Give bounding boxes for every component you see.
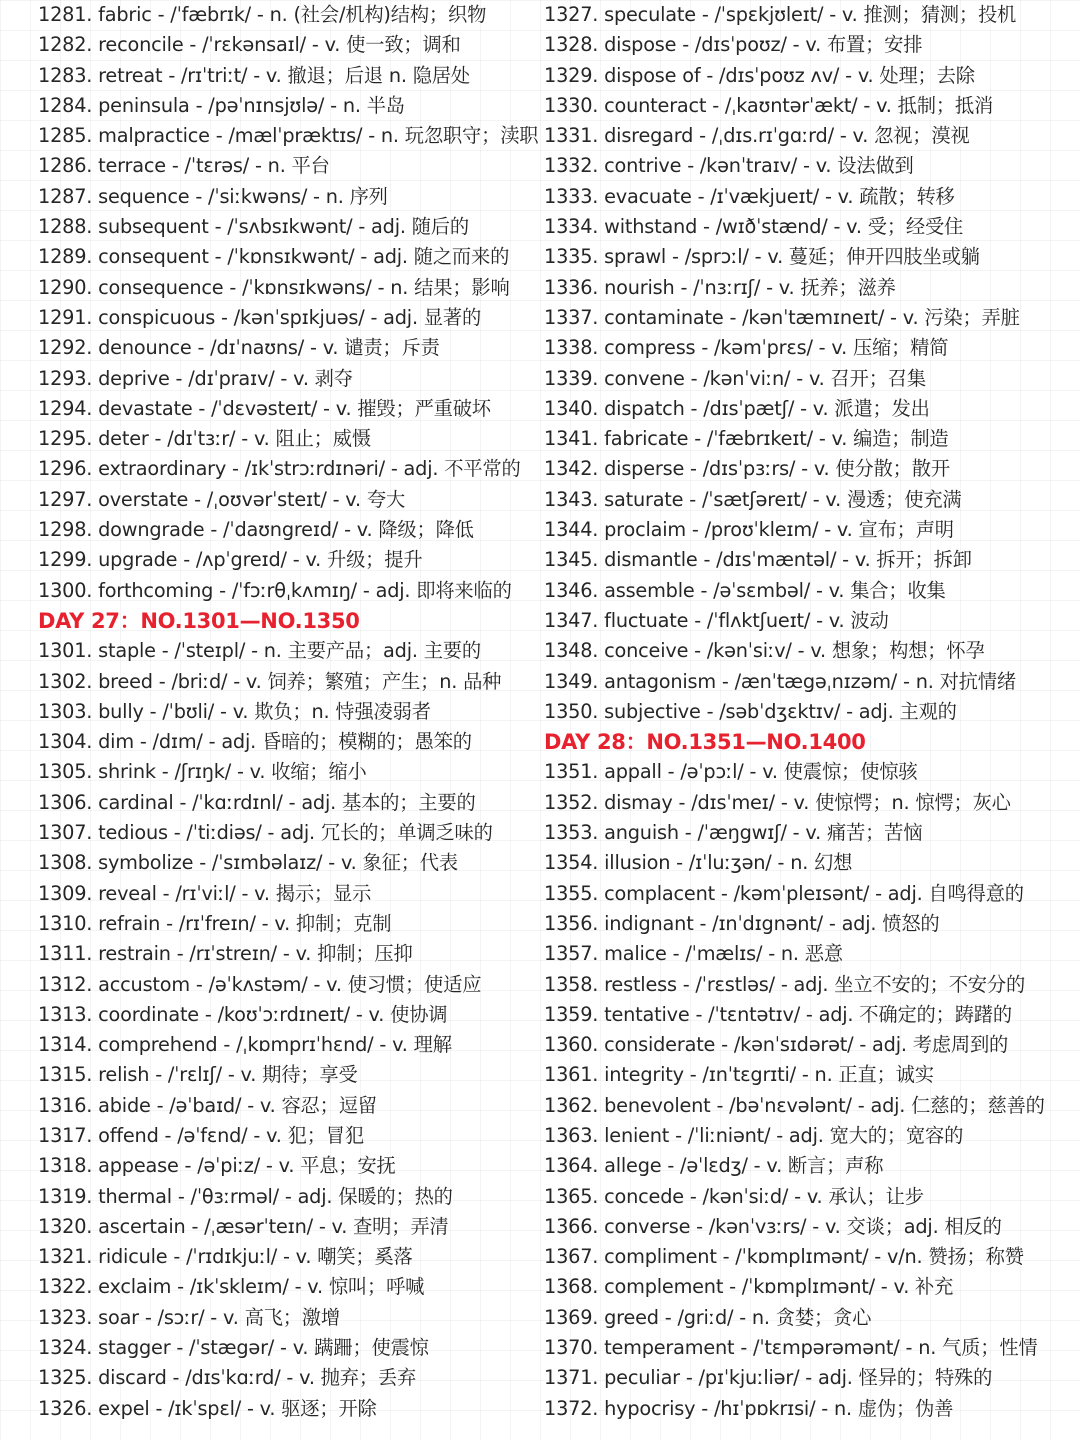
left-column bbox=[38, 0, 538, 1424]
vocab-entry: 1350. subjective - /səbˈdʒɛktɪv/ - adj. 主观的 bbox=[544, 699, 957, 723]
vocab-entry: 1345. dismantle - /dɪsˈmæntəl/ - v. 拆开；拆卸 bbox=[544, 548, 972, 572]
vocab-entry: 1352. dismay - /dɪsˈmeɪ/ - v. 使惊愕；n. 惊愕；灰心 bbox=[544, 790, 1011, 814]
vocab-entry: 1337. contaminate - /kənˈtæmɪneɪt/ - v. 污染；弄脏 bbox=[544, 305, 1020, 329]
vocab-entry: 1328. dispose - /dɪsˈpoʊz/ - v. 布置；安排 bbox=[544, 33, 923, 57]
vocab-entry: 1304. dim - /dɪm/ - adj. 昏暗的；模糊的；愚笨的 bbox=[38, 730, 472, 754]
vocab-entry: 1292. denounce - /dɪˈnaʊns/ - v. 谴责；斥责 bbox=[38, 336, 440, 360]
vocab-entry: 1347. fluctuate - /ˈflʌktʃueɪt/ - v. 波动 bbox=[544, 608, 889, 632]
vocab-entry: 1325. discard - /dɪsˈkɑːrd/ - v. 抛弃；丢弃 bbox=[38, 1366, 417, 1390]
vocab-entry: 1293. deprive - /dɪˈpraɪv/ - v. 剥夺 bbox=[38, 366, 353, 390]
vocab-entry: 1343. saturate - /ˈsætʃəreɪt/ - v. 漫透；使充满 bbox=[544, 487, 962, 511]
vocab-entry: 1315. relish - /ˈrɛlɪʃ/ - v. 期待；享受 bbox=[38, 1063, 358, 1087]
vocab-entry: 1313. coordinate - /koʊˈɔːrdɪneɪt/ - v. 使协调 bbox=[38, 1002, 448, 1026]
vocab-entry: 1303. bully - /ˈbʊli/ - v. 欺负；n. 恃强凌弱者 bbox=[38, 699, 431, 723]
vocab-entry: 1360. considerate - /kənˈsɪdərət/ - adj. 考虑周到的 bbox=[544, 1033, 1009, 1057]
vocab-entry: 1288. subsequent - /ˈsʌbsɪkwənt/ - adj. 随后的 bbox=[38, 215, 469, 239]
vocab-entry: 1314. comprehend - /ˌkɒmprɪˈhɛnd/ - v. 理解 bbox=[38, 1033, 452, 1057]
vocab-entry: 1286. terrace - /ˈtɛrəs/ - n. 平台 bbox=[38, 154, 330, 178]
vocab-entry: 1327. speculate - /ˈspɛkjʊleɪt/ - v. 推测；猜测；投机 bbox=[544, 3, 1017, 26]
vocab-entry: 1324. stagger - /ˈstægər/ - v. 蹒跚；使震惊 bbox=[38, 1336, 429, 1360]
vocab-entry: 1333. evacuate - /ɪˈvækjueɪt/ - v. 疏散；转移 bbox=[544, 184, 955, 208]
vocab-entry: 1355. complacent - /kəmˈpleɪsənt/ - adj. 自鸣得意的 bbox=[544, 881, 1024, 905]
vocab-entry: 1359. tentative - /ˈtɛntətɪv/ - adj. 不确定的；踌躇的 bbox=[544, 1002, 1012, 1026]
vocab-entry: 1353. anguish - /ˈæŋgwɪʃ/ - v. 痛苦；苦恼 bbox=[544, 821, 923, 845]
vocab-entry: 1351. appall - /əˈpɔːl/ - v. 使震惊；使惊骇 bbox=[544, 760, 918, 784]
vocab-entry: 1357. malice - /ˈmælɪs/ - n. 恶意 bbox=[544, 942, 843, 966]
vocab-entry: 1291. conspicuous - /kənˈspɪkjuəs/ - adj. 显著的 bbox=[38, 305, 482, 329]
vocab-entry: 1326. expel - /ɪkˈspɛl/ - v. 驱逐；开除 bbox=[38, 1396, 377, 1420]
vocab-entry: 1349. antagonism - /ænˈtægəˌnɪzəm/ - n. 对抗情绪 bbox=[544, 669, 1016, 693]
vocab-entry: 1318. appease - /əˈpiːz/ - v. 平息；安抚 bbox=[38, 1154, 396, 1178]
vocab-entry: 1329. dispose of - /dɪsˈpoʊz ʌv/ - v. 处理；去除 bbox=[544, 63, 975, 87]
vocab-entry: 1281. fabric - /ˈfæbrɪk/ - n. (社会/机构)结构；织物 bbox=[38, 3, 487, 26]
vocab-entry: 1319. thermal - /ˈθɜːrməl/ - adj. 保暖的；热的 bbox=[38, 1184, 453, 1208]
vocab-entry: 1372. hypocrisy - /hɪˈpɒkrɪsi/ - n. 虚伪；伪善 bbox=[544, 1396, 954, 1420]
vocab-entry: 1297. overstate - /ˌoʊvərˈsteɪt/ - v. 夸大 bbox=[38, 487, 406, 511]
vocab-entry: 1301. staple - /ˈsteɪpl/ - n. 主要产品；adj. 主要的 bbox=[38, 639, 481, 663]
vocab-entry: 1317. offend - /əˈfɛnd/ - v. 犯；冒犯 bbox=[38, 1123, 364, 1147]
vocab-entry: 1338. compress - /kəmˈprɛs/ - v. 压缩；精简 bbox=[544, 336, 949, 360]
vocab-entry: 1363. lenient - /ˈliːniənt/ - adj. 宽大的；宽容的 bbox=[544, 1123, 964, 1147]
vocab-entry: 1348. conceive - /kənˈsiːv/ - v. 想象；构想；怀孕 bbox=[544, 639, 985, 663]
vocab-entry: 1305. shrink - /ʃrɪŋk/ - v. 收缩；缩小 bbox=[38, 760, 367, 784]
vocab-entry: 1284. peninsula - /pəˈnɪnsjʊlə/ - n. 半岛 bbox=[38, 93, 405, 117]
vocab-entry: 1331. disregard - /ˌdɪs.rɪˈgɑːrd/ - v. 忽视；漠视 bbox=[544, 124, 970, 148]
vocab-entry: 1312. accustom - /əˈkʌstəm/ - v. 使习惯；使适应 bbox=[38, 972, 482, 996]
vocab-entry: 1283. retreat - /rɪˈtriːt/ - v. 撤退；后退 n. 隐居处 bbox=[38, 63, 470, 87]
vocab-entry: 1341. fabricate - /ˈfæbrɪkeɪt/ - v. 编造；制造 bbox=[544, 427, 949, 451]
vocab-entry: 1336. nourish - /ˈnɜːrɪʃ/ - v. 抚养；滋养 bbox=[544, 275, 896, 299]
vocab-entry: 1346. assemble - /əˈsɛmbəl/ - v. 集合；收集 bbox=[544, 578, 946, 602]
vocab-entry: 1366. converse - /kənˈvɜːrs/ - v. 交谈；adj. 相反的 bbox=[544, 1214, 1002, 1238]
vocab-entry: 1370. temperament - /ˈtɛmpərəmənt/ - n. 气质；性情 bbox=[544, 1336, 1038, 1360]
vocab-entry: 1290. consequence - /ˈkɒnsɪkwəns/ - n. 结果；影响 bbox=[38, 275, 510, 299]
vocab-entry: 1298. downgrade - /ˈdaʊngreɪd/ - v. 降级；降低 bbox=[38, 518, 474, 542]
vocab-entry: 1306. cardinal - /ˈkɑːrdɪnl/ - adj. 基本的；主要的 bbox=[38, 790, 476, 814]
vocab-entry: 1365. concede - /kənˈsiːd/ - v. 承认；让步 bbox=[544, 1184, 924, 1208]
vocab-entry: 1321. ridicule - /ˈrɪdɪkjuːl/ - v. 嘲笑；奚落 bbox=[38, 1245, 413, 1269]
vocab-entry: 1316. abide - /əˈbaɪd/ - v. 容忍；逗留 bbox=[38, 1093, 377, 1117]
vocab-entry: 1342. disperse - /dɪsˈpɜːrs/ - v. 使分散；散开 bbox=[544, 457, 950, 481]
vocab-entry: 1307. tedious - /ˈtiːdiəs/ - adj. 冗长的；单调乏味的 bbox=[38, 821, 493, 845]
vocab-entry: 1339. convene - /kənˈviːn/ - v. 召开；召集 bbox=[544, 366, 926, 390]
vocab-entry: 1344. proclaim - /proʊˈkleɪm/ - v. 宣布；声明 bbox=[544, 518, 954, 542]
vocab-entry: 1295. deter - /dɪˈtɜːr/ - v. 阻止；威慑 bbox=[38, 427, 371, 451]
vocab-entry: 1354. illusion - /ɪˈluːʒən/ - n. 幻想 bbox=[544, 851, 853, 875]
vocab-entry: 1330. counteract - /ˌkaʊntərˈækt/ - v. 抵制；抵消 bbox=[544, 93, 994, 117]
vocab-entry: 1302. breed - /briːd/ - v. 饲养；繁殖；产生；n. 品种 bbox=[38, 669, 502, 693]
vocab-entry: 1332. contrive - /kənˈtraɪv/ - v. 设法做到 bbox=[544, 154, 914, 178]
vocab-entry: 1356. indignant - /ɪnˈdɪgnənt/ - adj. 愤怒的 bbox=[544, 911, 940, 935]
vocab-entry: 1371. peculiar - /pɪˈkjuːliər/ - adj. 怪异的；特殊的 bbox=[544, 1366, 993, 1390]
vocab-entry: 1358. restless - /ˈrɛstləs/ - adj. 坐立不安的；不安分的 bbox=[544, 972, 1026, 996]
vocab-entry: 1311. restrain - /rɪˈstreɪn/ - v. 抑制；压抑 bbox=[38, 942, 413, 966]
vocab-entry: 1310. refrain - /rɪˈfreɪn/ - v. 抑制；克制 bbox=[38, 911, 392, 935]
vocab-entry: 1300. forthcoming - /ˈfɔːrθˌkʌmɪŋ/ - adj. 即将来临的 bbox=[38, 578, 512, 602]
vocab-entry: 1323. soar - /sɔːr/ - v. 高飞；激增 bbox=[38, 1305, 340, 1329]
vocab-entry: 1335. sprawl - /sprɔːl/ - v. 蔓延；伸开四肢坐或躺 bbox=[544, 245, 980, 269]
vocab-entry: 1322. exclaim - /ɪkˈskleɪm/ - v. 惊叫；呼喊 bbox=[38, 1275, 425, 1299]
vocab-entry: 1364. allege - /əˈlɛdʒ/ - v. 断言；声称 bbox=[544, 1154, 884, 1178]
right-column bbox=[544, 0, 1074, 1424]
vocab-entry: 1334. withstand - /wɪðˈstænd/ - v. 受；经受住 bbox=[544, 215, 964, 239]
vocab-entry: 1361. integrity - /ɪnˈtɛgrɪti/ - n. 正直；诚实 bbox=[544, 1063, 934, 1087]
day-heading: DAY 28：NO.1351—NO.1400 bbox=[544, 730, 866, 755]
vocab-entry: 1289. consequent - /ˈkɒnsɪkwənt/ - adj. 随之而来的 bbox=[38, 245, 510, 269]
vocab-entry: 1367. compliment - /ˈkɒmplɪmənt/ - v/n. 赞扬；称赞 bbox=[544, 1245, 1024, 1269]
vocab-entry: 1368. complement - /ˈkɒmplɪmənt/ - v. 补充 bbox=[544, 1275, 954, 1299]
day-heading: DAY 27：NO.1301—NO.1350 bbox=[38, 608, 360, 633]
vocab-entry: 1369. greed - /griːd/ - n. 贪婪；贪心 bbox=[544, 1305, 872, 1329]
vocab-entry: 1287. sequence - /ˈsiːkwəns/ - n. 序列 bbox=[38, 184, 388, 208]
vocab-entry: 1296. extraordinary - /ɪkˈstrɔːrdɪnəri/ - adj. 不平常的 bbox=[38, 457, 521, 481]
vocab-entry: 1320. ascertain - /ˌæsərˈteɪn/ - v. 查明；弄清 bbox=[38, 1214, 449, 1238]
vocab-entry: 1309. reveal - /rɪˈviːl/ - v. 揭示；显示 bbox=[38, 881, 372, 905]
vocab-entry: 1340. dispatch - /dɪsˈpætʃ/ - v. 派遣；发出 bbox=[544, 396, 930, 420]
vocab-entry: 1362. benevolent - /bəˈnɛvələnt/ - adj. 仁慈的；慈善的 bbox=[544, 1093, 1045, 1117]
vocab-entry: 1299. upgrade - /ʌpˈgreɪd/ - v. 升级；提升 bbox=[38, 548, 423, 572]
vocab-entry: 1282. reconcile - /ˈrɛkənsaɪl/ - v. 使一致；调和 bbox=[38, 33, 461, 57]
vocab-entry: 1308. symbolize - /ˈsɪmbəlaɪz/ - v. 象征；代表 bbox=[38, 851, 458, 875]
vocab-entry: 1294. devastate - /ˈdɛvəsteɪt/ - v. 摧毁；严重破坏 bbox=[38, 396, 491, 420]
vocab-entry: 1285. malpractice - /mælˈpræktɪs/ - n. 玩忽职守；渎职 bbox=[38, 124, 539, 148]
